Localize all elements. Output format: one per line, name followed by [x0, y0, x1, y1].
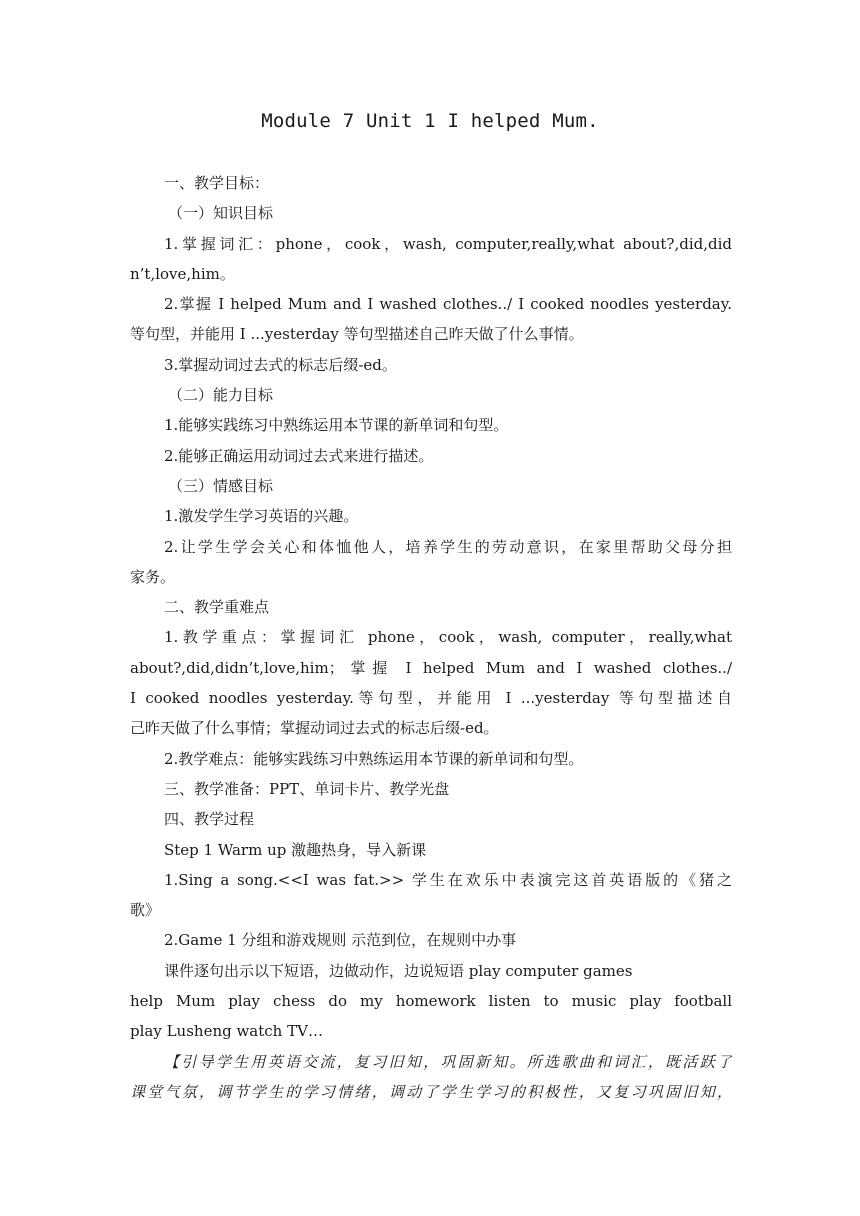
paragraph-line: 2.Game 1 分组和游戏规则 示范到位，在规则中办事: [164, 931, 517, 950]
subheading-emotion: （三）情感目标: [168, 476, 274, 495]
step-heading: Step 1 Warm up 激趣热身，导入新课: [164, 840, 427, 859]
paragraph-line: 1.Sing a song.<<I was fat.>> 学生在欢乐中表演完这首英语版的《猪之: [164, 870, 732, 889]
note-line: 【引导学生用英语交流，复习旧知，巩固新知。所选歌曲和词汇，既活跃了: [164, 1052, 732, 1071]
paragraph-line: 2.能够正确运用动词过去式来进行描述。: [164, 446, 434, 465]
note-line: 课堂气氛，调节学生的学习情绪，调动了学生学习的积极性，又复习巩固旧知，: [130, 1082, 732, 1101]
subheading-knowledge: （一）知识目标: [168, 204, 274, 223]
paragraph-line: n’t,love,him。: [130, 264, 235, 283]
section-heading-preparation: 三、教学准备：PPT、单词卡片、教学光盘: [164, 779, 450, 798]
paragraph-line: 2.掌握 I helped Mum and I washed clothes../ I cooked noodles yesterday.: [164, 295, 732, 314]
paragraph-line: about?,did,didn’t,love,him；掌握 I helped Mum and I washed clothes../: [130, 658, 732, 677]
paragraph-line: play Lusheng watch TV…: [130, 1022, 323, 1041]
document-body: [130, 168, 732, 1107]
subheading-ability: （二）能力目标: [168, 386, 274, 405]
paragraph-line: 家务。: [130, 567, 176, 586]
section-heading-process: 四、教学过程: [164, 810, 255, 829]
paragraph-line: 2.教学难点：能够实践练习中熟练运用本节课的新单词和句型。: [164, 749, 584, 768]
paragraph-line: 1.教学重点：掌握词汇 phone，cook，wash, computer，really,what: [164, 628, 732, 647]
paragraph-line: 己昨天做了什么事情；掌握动词过去式的标志后缀-ed。: [130, 719, 499, 738]
paragraph-line: 歌》: [130, 901, 161, 920]
paragraph-line: 课件逐句出示以下短语，边做动作，边说短语 play computer games: [164, 961, 633, 980]
paragraph-line: 1.激发学生学习英语的兴趣。: [164, 507, 359, 526]
paragraph-line: 3.掌握动词过去式的标志后缀-ed。: [164, 355, 397, 374]
paragraph-line: help Mum play chess do my homework listen to music play football: [130, 992, 732, 1011]
document-title: Module 7 Unit 1 I helped Mum.: [261, 110, 599, 132]
paragraph-line: 1.掌握词汇：phone，cook，wash, computer,really,what about?,did,did: [164, 234, 732, 253]
paragraph-line: 2.让学生学会关心和体恤他人，培养学生的劳动意识，在家里帮助父母分担: [164, 537, 732, 556]
paragraph-line: 等句型，并能用 I ...yesterday 等句型描述自己昨天做了什么事情。: [130, 325, 584, 344]
paragraph-line: I cooked noodles yesterday.等句型，并能用 I ...yesterday 等句型描述自: [130, 689, 732, 708]
section-heading-key-points: 二、教学重难点: [164, 598, 270, 617]
section-heading-objectives: 一、教学目标：: [164, 174, 270, 192]
paragraph-line: 1.能够实践练习中熟练运用本节课的新单词和句型。: [164, 416, 509, 435]
